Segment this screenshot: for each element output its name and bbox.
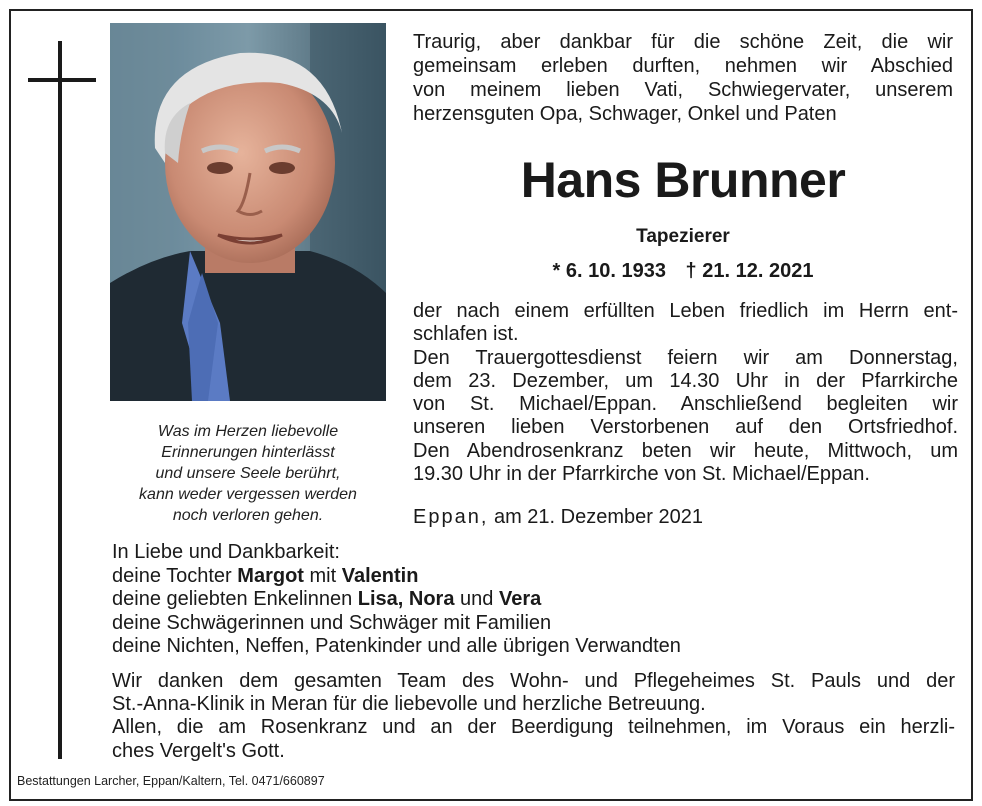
service-paragraph (413, 300, 958, 486)
family-line: deine Schwägerinnen und Schwäger mit Familien (112, 611, 552, 634)
family-text: mit (303, 564, 342, 587)
body-line: unseren lieben Verstorbenen auf den Ortsfriedhof. (413, 416, 958, 439)
death-date: † 21. 12. 2021 (685, 260, 814, 282)
family-name: Lisa, Nora (357, 588, 455, 610)
profession: Tapezierer (636, 226, 730, 247)
thanks-line: Allen, die am Rosenkranz und an der Beerdigung teilnehmen, im Voraus ein herzli- (112, 716, 955, 739)
place-and-date (413, 506, 703, 529)
funeral-home-footer: Bestattungen Larcher, Eppan/Kaltern, Tel. 0471/660897 (17, 774, 325, 788)
birth-date: * 6. 10. 1933 (552, 260, 666, 282)
family-name: Valentin (341, 564, 419, 587)
place-city: Eppan, (413, 506, 489, 528)
thanks-paragraph (112, 670, 955, 763)
portrait-photo (110, 23, 386, 401)
body-line: 19.30 Uhr in der Pfarrkirche von St. Michael/Eppan. (413, 463, 870, 486)
family-name: Margot (237, 564, 304, 587)
intro-paragraph (413, 30, 953, 126)
place-date: am 21. Dezember 2021 (493, 506, 703, 528)
body-line: von St. Michael/Eppan. Anschließend begleiten wir (413, 393, 958, 416)
family-text: deine Tochter (112, 564, 238, 587)
body-line: Den Abendrosenkranz beten wir heute, Mittwoch, um (413, 439, 958, 462)
thanks-line: St.-Anna-Klinik in Meran für die liebevolle und herzliche Betreuung. (112, 693, 706, 716)
family-heading: In Liebe und Dankbarkeit: (112, 541, 340, 563)
family-list (112, 541, 681, 659)
family-line: deine Nichten, Neffen, Patenkinder und alle übrigen Verwandten (112, 635, 681, 657)
family-name: Vera (498, 588, 542, 610)
cross-icon (58, 41, 62, 759)
body-line: Den Trauergottesdienst feiern wir am Donnerstag, (413, 346, 958, 369)
memorial-quote (110, 421, 386, 526)
thanks-line: ches Vergelt's Gott. (112, 739, 285, 762)
quote-line: kann weder vergessen werden (139, 486, 357, 503)
intro-line: Traurig, aber dankbar für die schöne Zeit, die wir (413, 31, 953, 53)
cross-icon-bar (28, 78, 96, 82)
body-line: dem 23. Dezember, um 14.30 Uhr in der Pfarrkirche (413, 369, 958, 392)
intro-line: von meinem lieben Vati, Schwiegervater, unserem (413, 79, 953, 101)
family-text: und (454, 588, 499, 610)
life-dates (413, 260, 953, 283)
quote-line: und unsere Seele berührt, (155, 465, 341, 482)
quote-line: Was im Herzen liebevolle (157, 423, 339, 440)
intro-line: herzensguten Opa, Schwager, Onkel und Paten (413, 103, 837, 125)
intro-line: gemeinsam erleben durften, nehmen wir Abschied (413, 55, 953, 77)
body-line: schlafen ist. (413, 323, 519, 346)
thanks-line: Wir danken dem gesamten Team des Wohn- und Pflegeheimes St. Pauls und der (112, 670, 955, 692)
body-line: der nach einem erfüllten Leben friedlich im Herrn ent- (413, 300, 958, 322)
quote-line: noch verloren gehen. (172, 507, 324, 524)
family-line (112, 565, 681, 589)
deceased-name: Hans Brunner (520, 152, 846, 208)
quote-line: Erinnerungen hinterlässt (161, 444, 335, 461)
family-line (112, 588, 681, 612)
family-text: deine geliebten Enkelinnen (112, 588, 358, 610)
